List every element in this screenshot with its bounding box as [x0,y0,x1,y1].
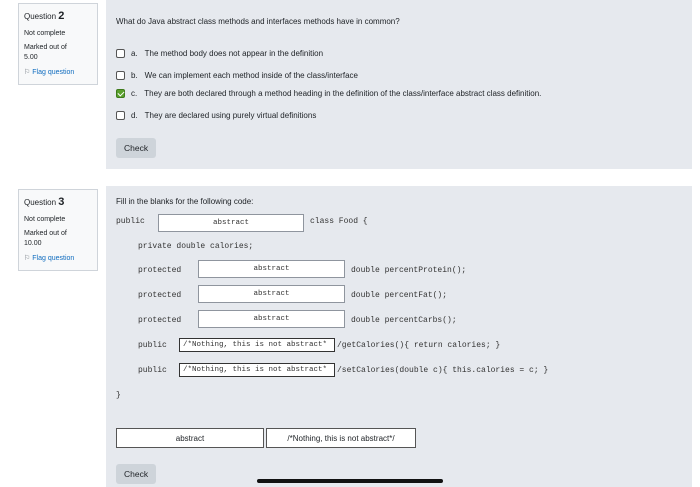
flag-question-link[interactable]: ⚐ Flag question [24,255,75,263]
question-info-3 [18,189,98,271]
blank-class-modifier[interactable]: abstract [158,214,304,232]
code-protein: double percentProtein(); [351,266,467,275]
question-state: Not complete [24,29,66,37]
question-state: Not complete [24,215,66,223]
home-indicator [257,479,443,483]
option-b-checkbox[interactable] [116,71,125,80]
question-grade: Marked out of 10.00 [24,230,67,247]
code-public-set: public [138,366,167,375]
code-close-brace: } [116,391,121,400]
code-fat: double percentFat(); [351,291,448,300]
option-a[interactable]: a. The method body does not appear in the definition [116,49,323,58]
blank-carbs-modifier[interactable]: abstract [198,310,345,328]
blank-get-modifier[interactable]: /*Nothing, this is not abstract* [179,338,335,352]
option-b-text: We can implement each method inside of the class/interface [144,71,358,80]
code-public: public [116,217,145,226]
question-number: Question 3 [24,196,65,208]
blank-fat-modifier[interactable]: abstract [198,285,345,303]
code-calories: private double calories; [138,242,254,251]
option-c-text: They are both declared through a method heading in the definition of the class/interface abstract class definition. [144,89,542,98]
option-c-checkbox[interactable] [116,89,125,98]
blank-protein-modifier[interactable]: abstract [198,260,345,278]
question-number: Question 2 [24,10,65,22]
drag-item-abstract[interactable]: abstract [116,428,264,448]
check-button[interactable]: Check [116,464,156,484]
question-grade: Marked out of 5.00 [24,44,67,61]
question-text: What do Java abstract class methods and interfaces methods have in common? [116,17,400,26]
flag-icon: ⚐ [24,255,31,263]
check-button[interactable]: Check [116,138,156,158]
option-a-text: The method body does not appear in the definition [144,49,324,58]
question-content-3 [106,186,692,487]
blank-set-modifier[interactable]: /*Nothing, this is not abstract* [179,363,335,377]
option-d-text: They are declared using purely virtual definitions [144,111,317,120]
option-a-checkbox[interactable] [116,49,125,58]
question-text: Fill in the blanks for the following code: [116,197,254,206]
code-get-calories: /getCalories(){ return calories; } [337,341,501,350]
option-b[interactable]: b. We can implement each method inside of the class/interface [116,71,358,80]
option-d[interactable]: d. They are declared using purely virtual definitions [116,111,316,120]
flag-question-link[interactable]: ⚐ Flag question [24,69,75,77]
code-class-food: class Food { [310,217,368,226]
option-d-checkbox[interactable] [116,111,125,120]
code-protected-2: protected [138,291,182,300]
code-protected-3: protected [138,316,182,325]
code-protected-1: protected [138,266,182,275]
question-info-2 [18,3,98,85]
option-c[interactable]: c. They are both declared through a method heading in the definition of the class/interface abstract class definition. [116,89,541,98]
code-carbs: double percentCarbs(); [351,316,457,325]
flag-icon: ⚐ [24,69,31,77]
code-set-calories: /setCalories(double c){ this.calories = c; } [337,366,549,375]
question-content-2 [106,0,692,169]
code-public-get: public [138,341,167,350]
drag-item-nothing[interactable]: /*Nothing, this is not abstract*/ [266,428,416,448]
